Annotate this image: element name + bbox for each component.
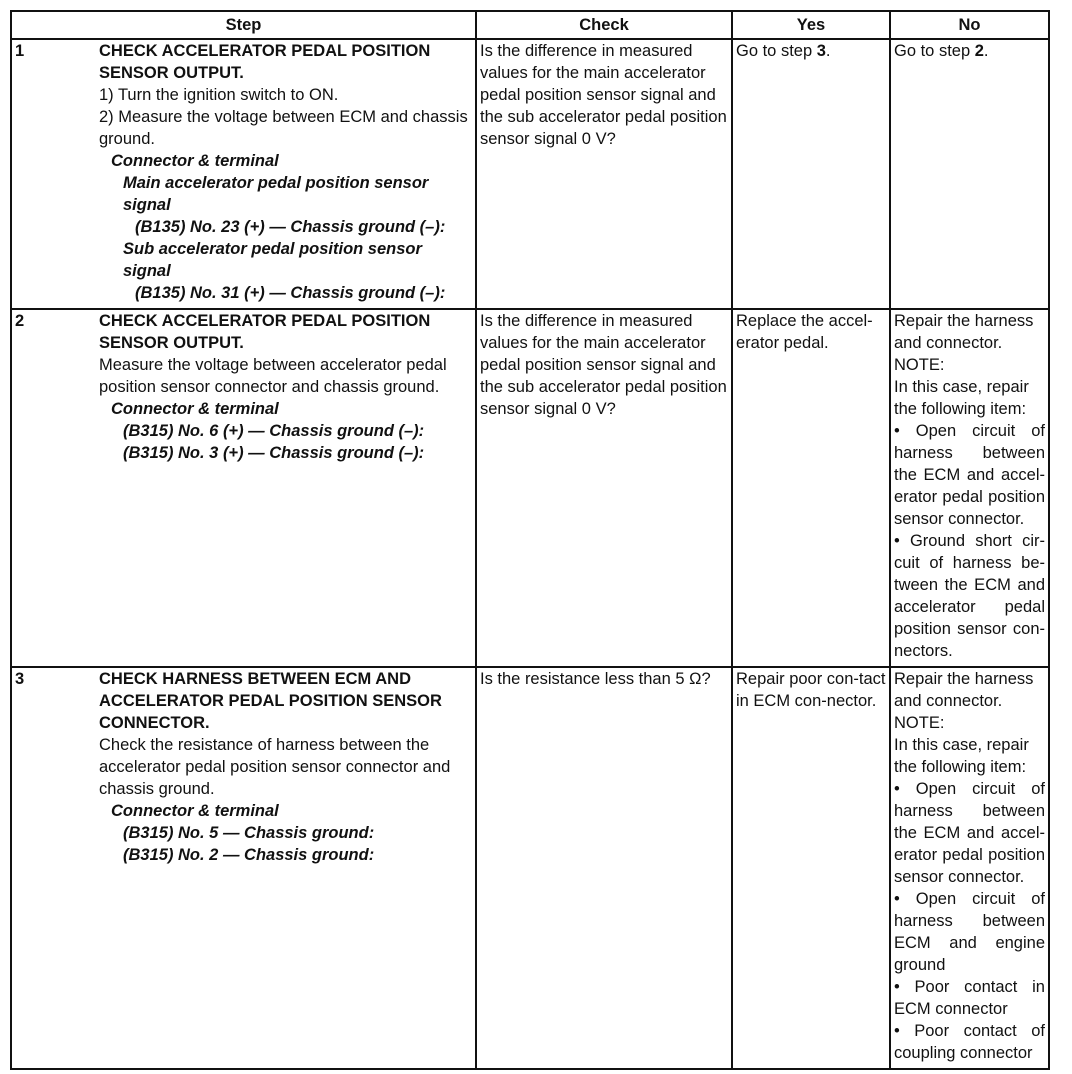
yes-prefix: Go to step — [736, 42, 817, 60]
connector-terminal: (B315) No. 5 — Chassis ground: — [123, 824, 375, 842]
repair-item: • Open circuit of harness between ECM and engine ground — [894, 890, 1045, 974]
table-row — [11, 39, 1049, 309]
header-no: No — [890, 11, 1049, 39]
no-step-ref: 2 — [974, 42, 984, 60]
no-suffix: . — [983, 42, 989, 60]
note-label: NOTE: — [894, 714, 945, 732]
repair-item: • Ground short cir-cuit of harness be-tween the ECM and accelerator pedal position sensor con-nectors. — [894, 532, 1045, 660]
table-row — [11, 667, 1049, 1069]
header-step: Step — [11, 11, 476, 39]
step-instruction: Check the resistance of harness between the accelerator pedal position sensor connector and chassis ground. — [99, 736, 451, 798]
note-label: NOTE: — [894, 356, 945, 374]
no-prefix: Go to step — [894, 42, 975, 60]
connector-heading: Connector & terminal — [111, 802, 279, 820]
step-title: CHECK ACCELERATOR PEDAL POSITION SENSOR OUTPUT. — [99, 312, 431, 352]
yes-step-ref: 3 — [816, 42, 826, 60]
connector-label: Sub accelerator pedal position sensor signal — [123, 240, 422, 280]
repair-item: • Open circuit of harness between the ECM and accel-erator pedal position sensor connector. — [894, 780, 1045, 886]
step-instruction: 2) Measure the voltage between ECM and chassis ground. — [99, 108, 468, 148]
no-cell — [890, 309, 1049, 667]
repair-item: • Poor contact of coupling connector — [894, 1022, 1045, 1062]
step-title: CHECK HARNESS BETWEEN ECM AND ACCELERATOR PEDAL POSITION SENSOR CONNECTOR. — [99, 670, 442, 732]
connector-terminal: (B315) No. 6 (+) — Chassis ground (–): — [123, 422, 425, 440]
yes-suffix: . — [825, 42, 831, 60]
step-title: CHECK ACCELERATOR PEDAL POSITION SENSOR OUTPUT. — [99, 42, 431, 82]
header-check: Check — [476, 11, 732, 39]
yes-cell — [732, 39, 890, 309]
step-cell — [11, 667, 476, 1069]
connector-heading: Connector & terminal — [111, 400, 279, 418]
step-instruction: 1) Turn the ignition switch to ON. — [99, 86, 339, 104]
header-yes: Yes — [732, 11, 890, 39]
connector-heading: Connector & terminal — [111, 152, 279, 170]
step-number: 1 — [15, 42, 25, 60]
step-cell — [11, 309, 476, 667]
connector-terminal: (B135) No. 23 (+) — Chassis ground (–): — [135, 218, 446, 236]
diagnostic-table — [10, 10, 1050, 1070]
connector-label: Main accelerator pedal position sensor signal — [123, 174, 429, 214]
step-cell — [11, 39, 476, 309]
no-intro: Repair the harness and connector. — [894, 312, 1034, 352]
connector-terminal: (B135) No. 31 (+) — Chassis ground (–): — [135, 284, 446, 302]
check-cell: Is the difference in measured values for the main accelerator pedal position sensor signal and the sub accelerator pedal position sensor signal 0 V? — [476, 309, 732, 667]
connector-terminal: (B315) No. 2 — Chassis ground: — [123, 846, 375, 864]
check-cell: Is the difference in measured values for the main accelerator pedal position sensor signal and the sub accelerator pedal position sensor signal 0 V? — [476, 39, 732, 309]
check-cell: Is the resistance less than 5 Ω? — [476, 667, 732, 1069]
no-intro: Repair the harness and connector. — [894, 670, 1034, 710]
step-number: 3 — [15, 670, 25, 688]
yes-cell: Repair poor con-tact in ECM con-nector. — [732, 667, 890, 1069]
table-header-row — [11, 11, 1049, 39]
no-cell — [890, 39, 1049, 309]
repair-item: • Poor contact in ECM connector — [894, 978, 1045, 1018]
step-number: 2 — [15, 312, 25, 330]
step-instruction: Measure the voltage between accelerator pedal position sensor connector and chassis ground. — [99, 356, 447, 396]
repair-item: • Open circuit of harness between the ECM and accel-erator pedal position sensor connector. — [894, 422, 1045, 528]
note-text: In this case, repair the following item: — [894, 378, 1029, 418]
note-text: In this case, repair the following item: — [894, 736, 1029, 776]
table-row — [11, 309, 1049, 667]
no-cell — [890, 667, 1049, 1069]
connector-terminal: (B315) No. 3 (+) — Chassis ground (–): — [123, 444, 425, 462]
yes-cell: Replace the accel-erator pedal. — [732, 309, 890, 667]
